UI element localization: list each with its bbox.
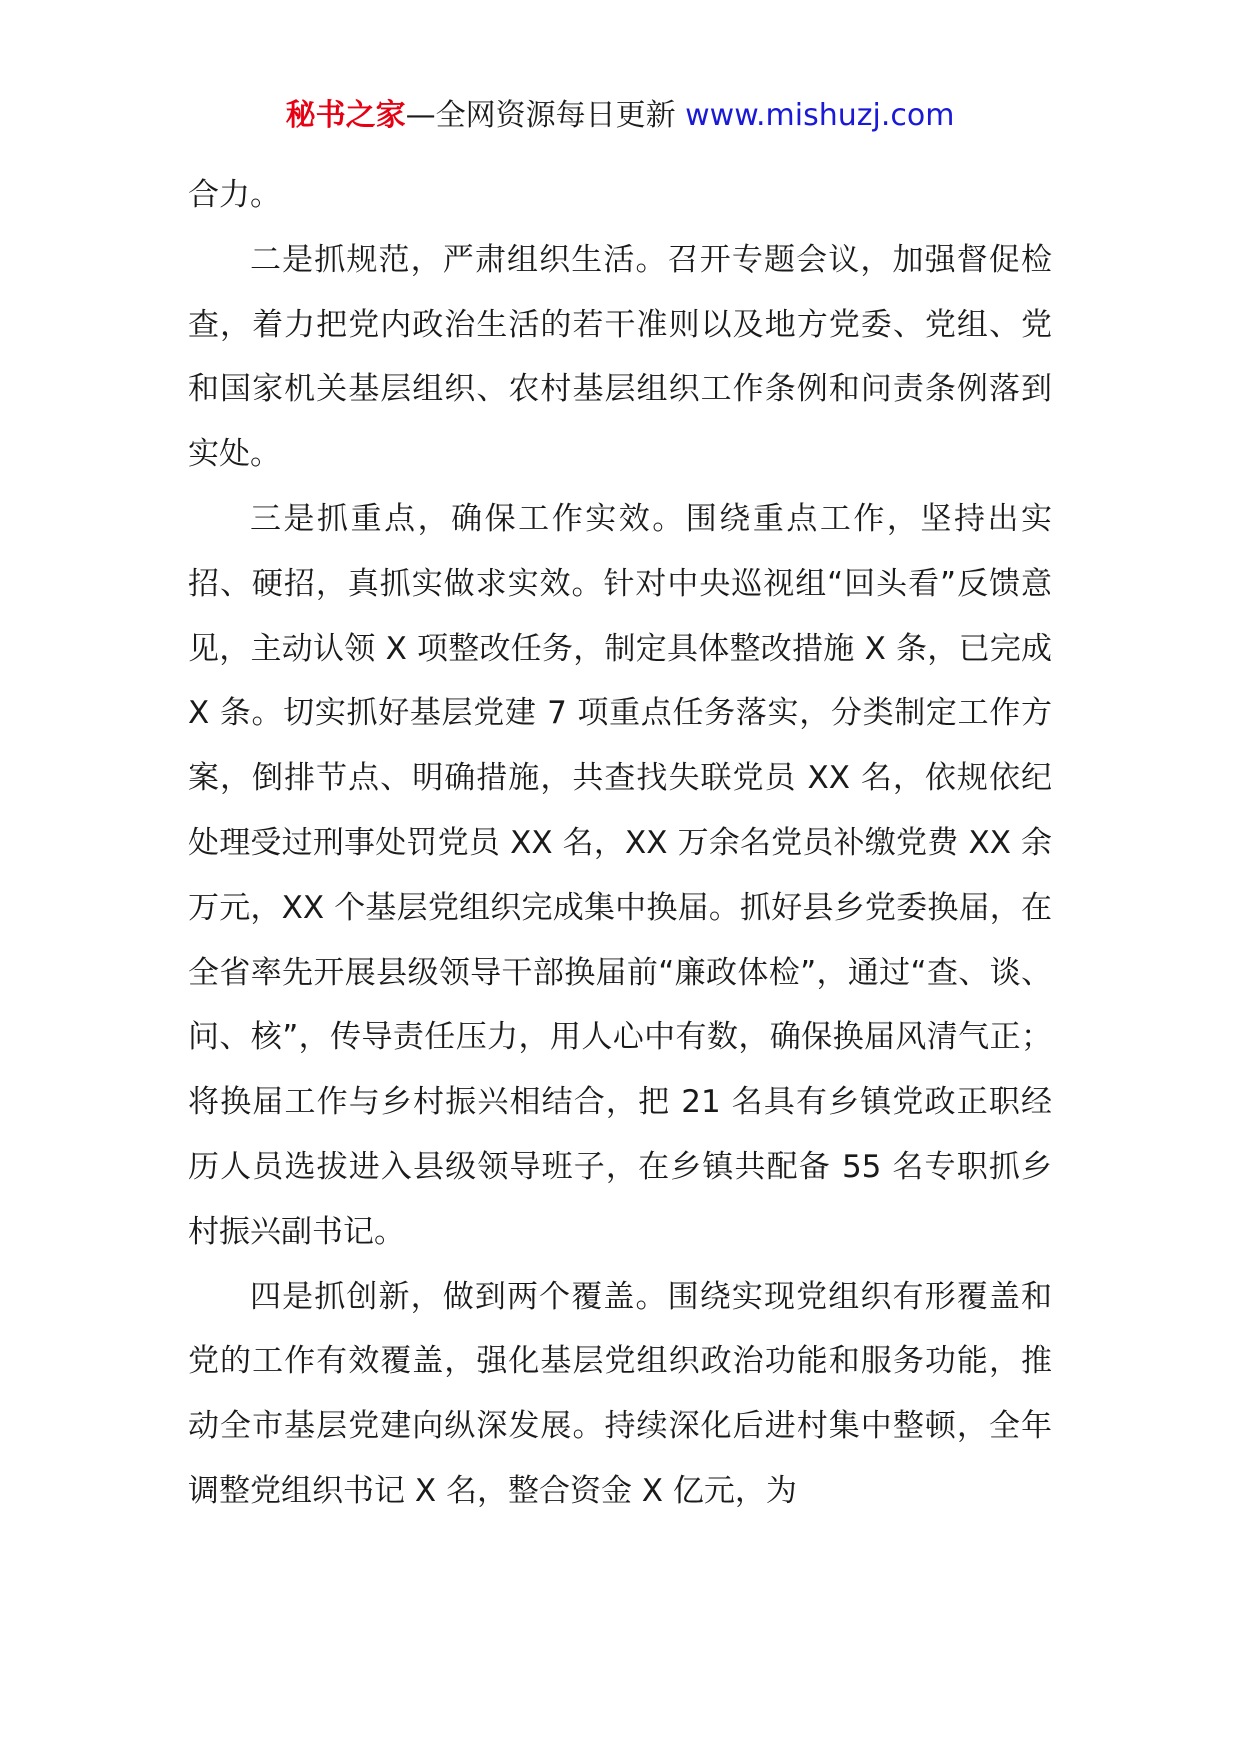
paragraph-continuation: 合力。 xyxy=(188,177,281,213)
paragraph-four: 四是抓创新，做到两个覆盖。围绕实现党组织有形覆盖和党的工作有效覆盖，强化基层党组织政治功能和服务功能，推动全市基层党建向纵深发展。持续深化后进村集中整顿，全年调整党组织书记 X 名，整合资金 X 亿元，为 xyxy=(188,1278,1052,1509)
header-slogan: —全网资源每日更新 xyxy=(405,98,686,133)
brand-name: 秘书之家 xyxy=(285,98,406,133)
paragraph-three: 三是抓重点，确保工作实效。围绕重点工作，坚持出实招、硬招，真抓实做求实效。针对中央巡视组“回头看”反馈意见，主动认领 X 项整改任务，制定具体整改措施 X 条，已完成 X 条。切实抓好基层党建 7 项重点任务落实，分类制定工作方案，倒排节点、明确措施，共查找失联党员 XX 名，依规依纪处理受过刑事处罚党员 XX 名，XX 万余名党员补缴党费 XX 余万元，XX 个基层党组织完成集中换届。抓好县乡党委换届，在全省率先开展县级领导干部换届前“廉政体检”，通过“查、谈、问、核”，传导责任压力，用人心中有数，确保换届风清气正；将换届工作与乡村振兴相结合，把 21 名具有乡镇党政正职经历人员选拔进入县级领导班子，在乡镇共配备 55 名专职抓乡村振兴副书记。 xyxy=(188,500,1052,1250)
site-url-link[interactable]: www.mishuzj.com xyxy=(685,98,955,133)
document-body xyxy=(188,163,1052,1524)
site-header xyxy=(0,96,1240,136)
paragraph-two: 二是抓规范，严肃组织生活。召开专题会议，加强督促检查，着力把党内政治生活的若干准则以及地方党委、党组、党和国家机关基层组织、农村基层组织工作条例和问责条例落到实处。 xyxy=(188,241,1052,473)
